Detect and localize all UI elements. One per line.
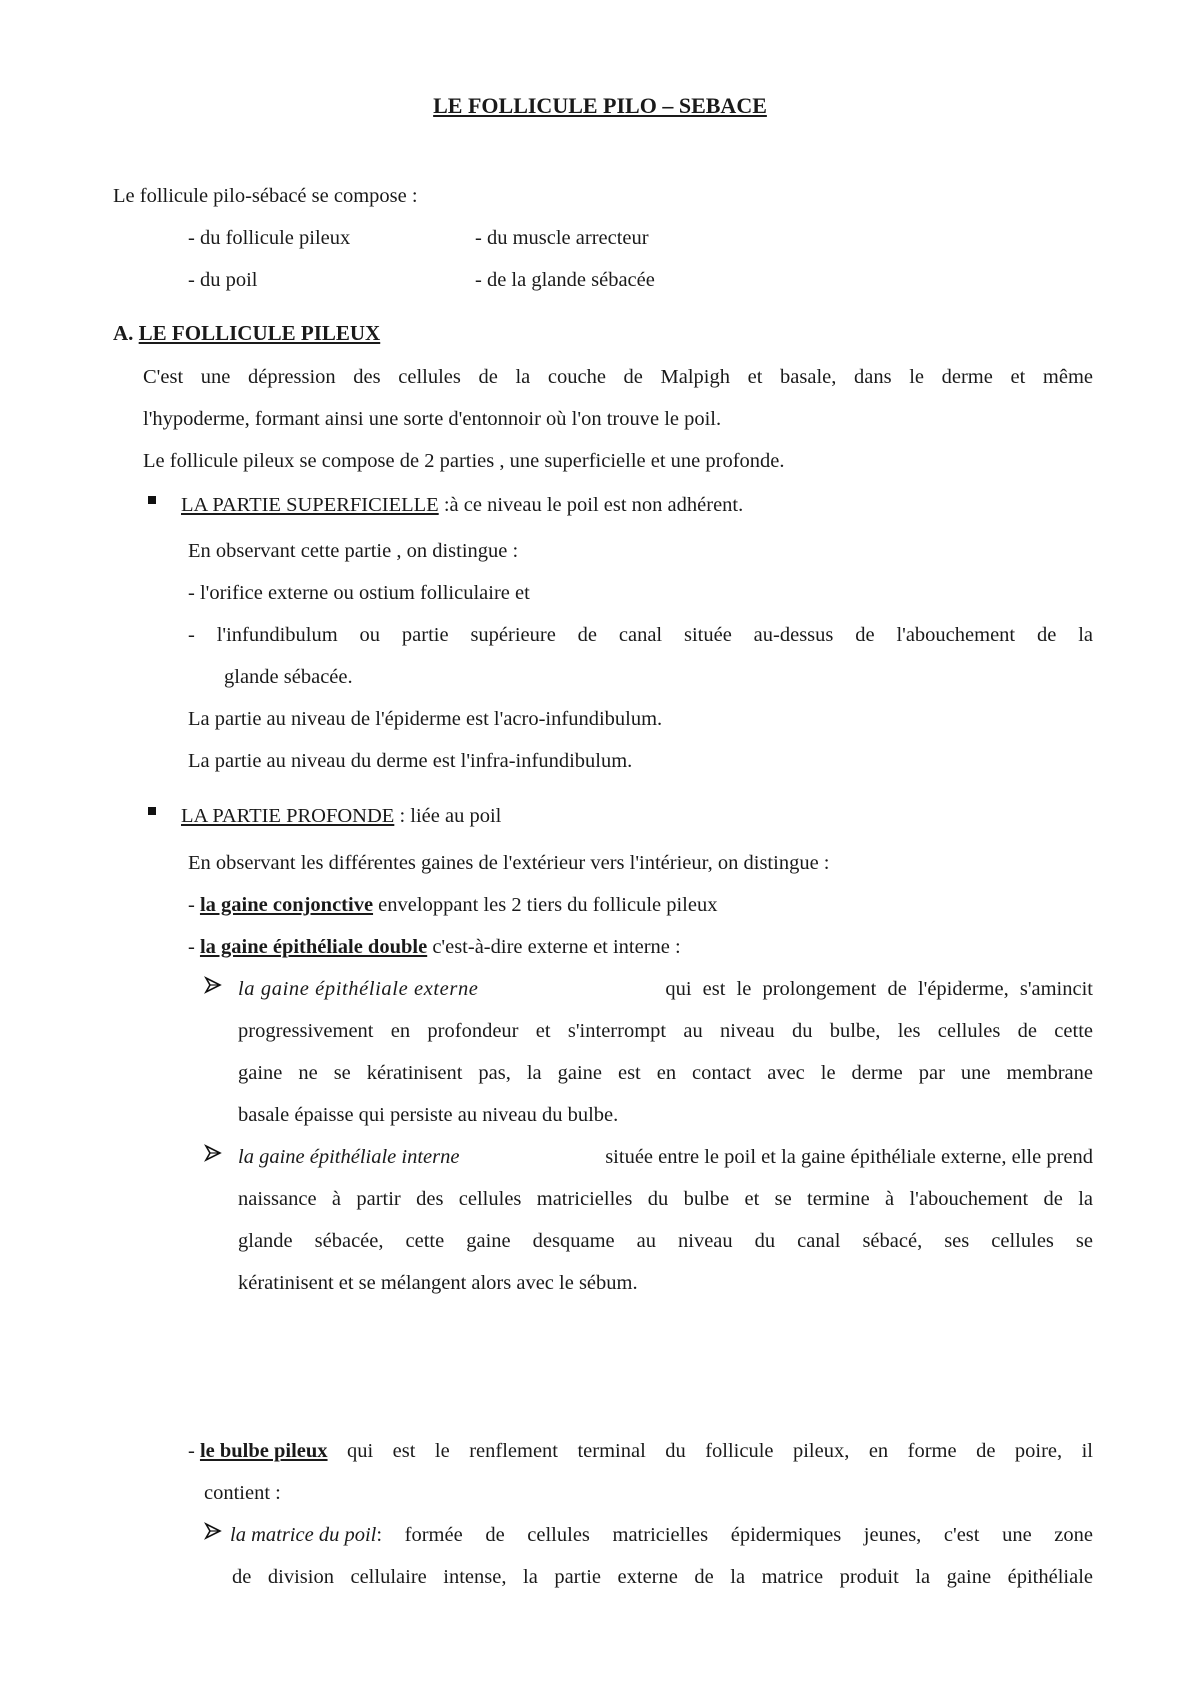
section-prefix: A. (113, 321, 139, 345)
paragraph-line: En observant les différentes gaines de l'extérieur vers l'intérieur, on distingue : (188, 852, 830, 874)
arrow-bullet-icon (204, 1144, 222, 1168)
list-item: glande sébacée. (224, 666, 353, 688)
term-rest: enveloppant les 2 tiers du follicule pileux (373, 894, 718, 916)
list-item: contient : (204, 1482, 281, 1504)
sublist-line (238, 1147, 1093, 1168)
paragraph-line: Le follicule pileux se compose de 2 parties , une superficielle et une profonde. (143, 450, 785, 472)
subsection-heading (181, 495, 743, 516)
subsection-rest: :à ce niveau le poil est non adhérent. (438, 494, 744, 516)
paragraph-line: En observant cette partie , on distingue : (188, 540, 519, 562)
term-rest: c'est-à-dire externe et interne : (427, 936, 681, 958)
composition-item: - du poil (188, 269, 258, 291)
sublist-line: basale épaisse qui persiste au niveau du bulbe. (238, 1104, 619, 1126)
subsection-title: LA PARTIE SUPERFICIELLE (181, 494, 439, 516)
sublist-line: gaine ne se kératinisent pas, la gaine est en contact avec le derme par une membrane (238, 1062, 1093, 1084)
section-title: LE FOLLICULE PILEUX (138, 321, 381, 345)
bullet-square-icon (148, 496, 156, 504)
paragraph-line: La partie au niveau de l'épiderme est l'acro-infundibulum. (188, 708, 663, 730)
subsection-title: LA PARTIE PROFONDE (181, 805, 395, 827)
list-item: - l'infundibulum ou partie supérieure de canal située au-dessus de l'abouchement de la (188, 624, 1093, 646)
subsection-heading (181, 806, 501, 827)
sublist-line: kératinisent et se mélangent alors avec le sébum. (238, 1272, 638, 1294)
bullet-square-icon (148, 807, 156, 815)
term-label: la gaine épithéliale double (199, 936, 428, 958)
term-label: le bulbe pileux (199, 1440, 328, 1462)
composition-item: - de la glande sébacée (475, 269, 655, 291)
term-label: la matrice du poil (230, 1524, 377, 1546)
composition-item: - du muscle arrecteur (475, 227, 649, 249)
sublist-line (238, 979, 1093, 1000)
page-title: LE FOLLICULE PILO – SEBACE (433, 93, 767, 118)
intro-text: Le follicule pilo-sébacé se compose : (113, 185, 418, 207)
dash: - (188, 1440, 200, 1462)
term-rest: : formée de cellules matricielles épidermiques jeunes, c'est une zone (376, 1524, 1093, 1546)
sublist-line: de division cellulaire intense, la partie externe de la matrice produit la gaine épithéliale (232, 1566, 1093, 1588)
arrow-bullet-icon (204, 1522, 222, 1546)
paragraph-line: C'est une dépression des cellules de la couche de Malpigh et basale, dans le derme et même (143, 366, 1093, 388)
sublist-line: glande sébacée, cette gaine desquame au niveau du canal sébacé, ses cellules se (238, 1230, 1093, 1252)
paragraph-line: La partie au niveau du derme est l'infra-infundibulum. (188, 750, 633, 772)
term-rest: qui est le renflement terminal du follicule pileux, en forme de poire, il (327, 1440, 1093, 1462)
arrow-bullet-icon (204, 976, 222, 1000)
list-item (188, 1441, 1093, 1462)
sublist-line (230, 1525, 1093, 1546)
list-item (188, 937, 681, 958)
subsection-rest: : liée au poil (394, 805, 502, 827)
term-label: la gaine conjonctive (199, 894, 374, 916)
sublist-line: progressivement en profondeur et s'interrompt au niveau du bulbe, les cellules de cette (238, 1020, 1093, 1042)
dash: - (188, 936, 200, 958)
dash: - (188, 894, 200, 916)
term-rest: située entre le poil et la gaine épithéliale externe, elle prend (600, 1146, 1093, 1168)
list-item: - l'orifice externe ou ostium folliculaire et (188, 582, 530, 604)
term-rest: qui est le prolongement de l'épiderme, s'amincit (654, 978, 1093, 1000)
list-item (188, 895, 717, 916)
section-heading (113, 323, 380, 344)
paragraph-line: l'hypoderme, formant ainsi une sorte d'entonnoir où l'on trouve le poil. (143, 408, 722, 430)
sublist-line: naissance à partir des cellules matricielles du bulbe et se termine à l'abouchement de la (238, 1188, 1093, 1210)
term-label: la gaine épithéliale interne (238, 1146, 460, 1168)
term-label: la gaine épithéliale externe (238, 978, 479, 1000)
composition-item: - du follicule pileux (188, 227, 351, 249)
